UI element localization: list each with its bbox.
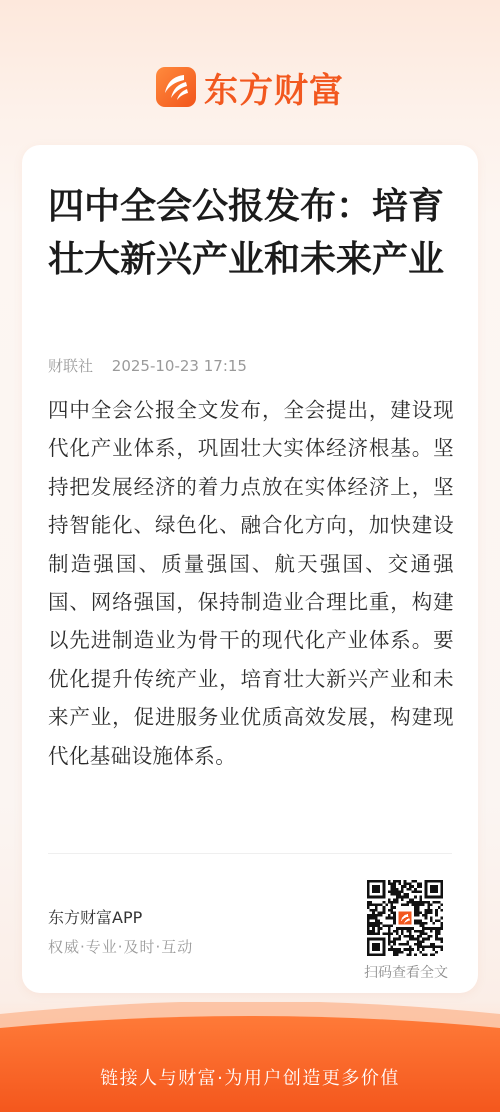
article-source: 财联社 — [48, 357, 94, 375]
brand-header — [0, 62, 500, 112]
app-name: 东方财富APP — [48, 908, 143, 927]
eastmoney-logo-icon — [156, 67, 196, 107]
app-tagline: 权威·专业·及时·互动 — [48, 938, 194, 956]
divider — [48, 853, 452, 854]
brand-name: 东方财富 — [204, 70, 344, 111]
footer-banner — [0, 1002, 500, 1112]
footer-slogan: 链接人与财富·为用户创造更多价值 — [100, 1068, 400, 1089]
article-datetime: 2025-10-23 17:15 — [111, 357, 247, 375]
qr-caption: 扫码查看全文 — [364, 965, 448, 981]
article-body: 四中全会公报全文发布，全会提出，建设现代化产业体系，巩固壮大实体经济根基。坚持把发展经济的着力点放在实体经济上，坚持智能化、绿色化、融合化方向，加快建设制造强国、质量强国、航天强国、交通强国、网络强国，保持制造业合理比重，构建以先进制造业为骨干的现代化产业体系。要优化提升传统产业，培育壮大新兴产业和未来产业，促进服务业优质高效发展，构建现代化基础设施体系。 — [48, 398, 454, 768]
article-meta — [48, 355, 247, 376]
article-title: 四中全会公报发布：培育壮大新兴产业和未来产业 — [48, 185, 445, 280]
qr-code-icon[interactable] — [367, 880, 443, 956]
